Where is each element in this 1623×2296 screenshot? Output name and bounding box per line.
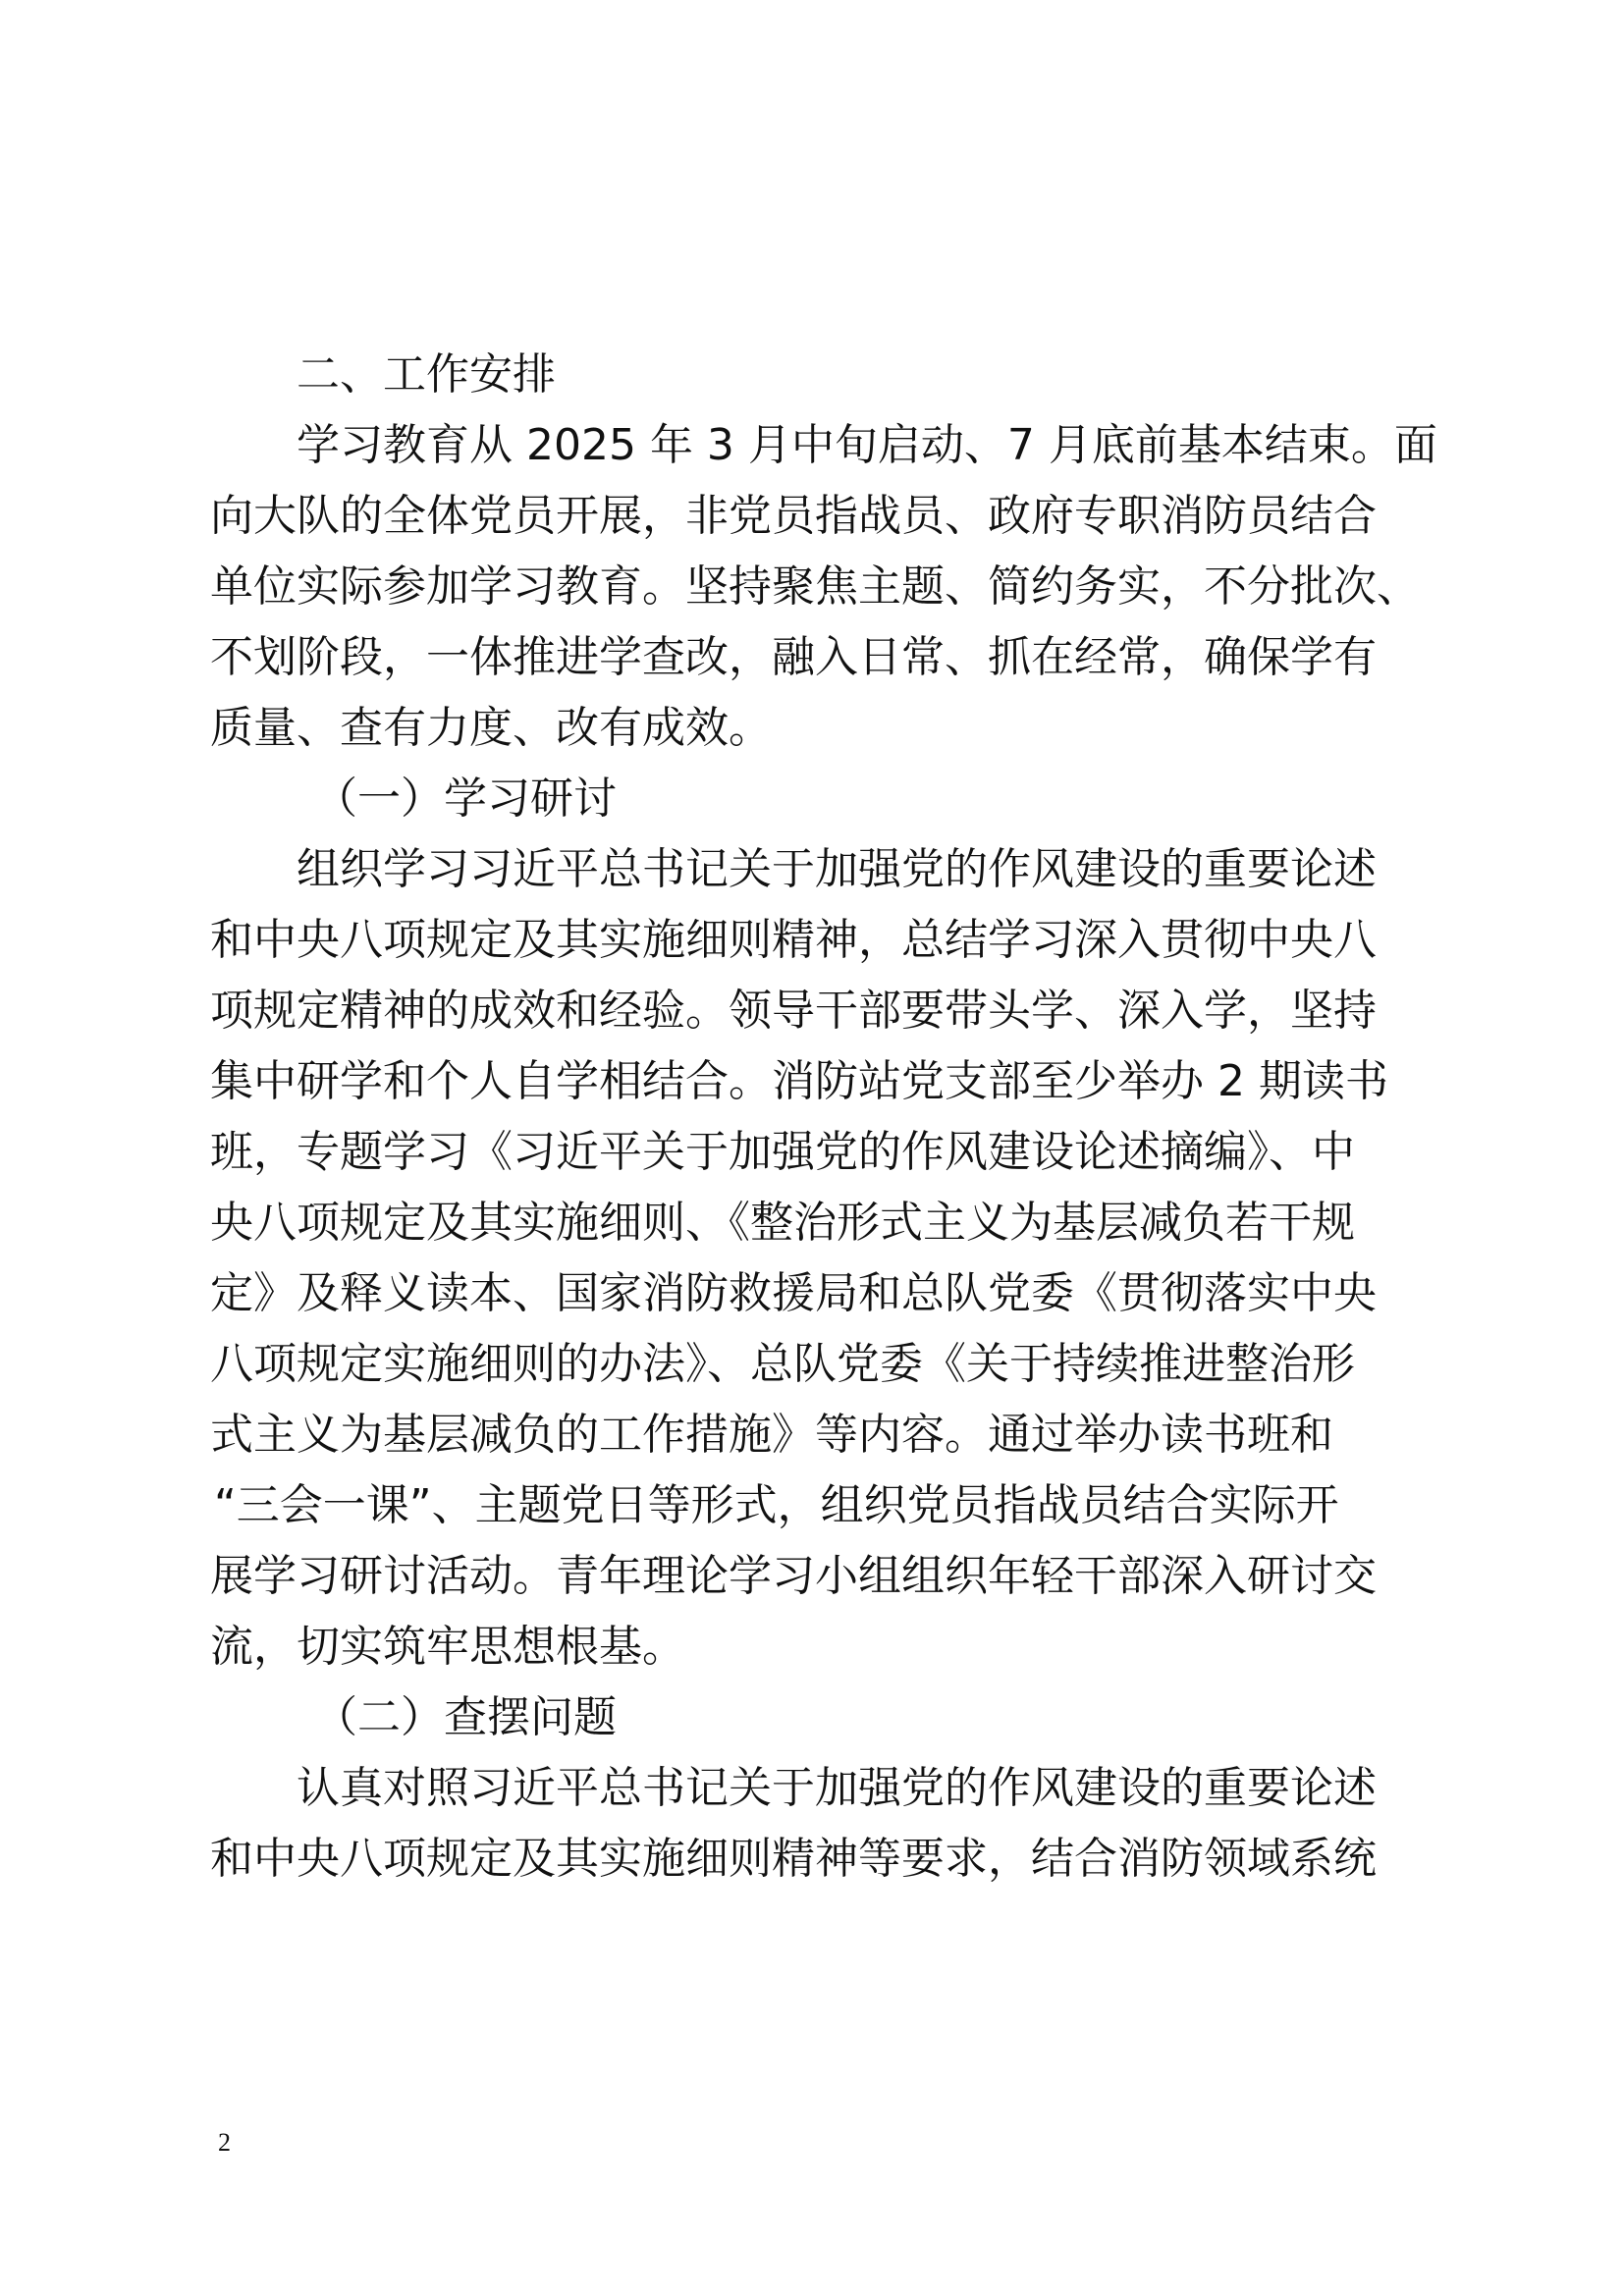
subsection-heading-problems: （二）查摆问题 — [314, 1692, 617, 1742]
paragraph-line: 组织学习习近平总书记关于加强党的作风建设的重要论述 — [297, 844, 1377, 894]
document-body — [210, 340, 1437, 1895]
paragraph-line: 学习教育从 2025 年 3 月中旬启动、7 月底前基本结束。面 — [297, 420, 1437, 470]
paragraph-line: 不划阶段，一体推进学查改，融入日常、抓在经常，确保学有 — [210, 632, 1377, 682]
paragraph-line: 和中央八项规定及其实施细则精神，总结学习深入贯彻中央八 — [210, 915, 1377, 965]
subsection-heading-study: （一）学习研讨 — [314, 774, 617, 824]
paragraph-line: 项规定精神的成效和经验。领导干部要带头学、深入学，坚持 — [210, 986, 1377, 1036]
paragraph-line: 和中央八项规定及其实施细则精神等要求，结合消防领域系统 — [210, 1834, 1377, 1884]
paragraph-problem-finding — [210, 1753, 1424, 1895]
paragraph-line: 向大队的全体党员开展，非党员指战员、政府专职消防员结合 — [210, 491, 1377, 541]
paragraph-line: 八项规定实施细则的办法》、总队党委《关于持续推进整治形 — [210, 1339, 1355, 1389]
paragraph-line: 展学习研讨活动。青年理论学习小组组织年轻干部深入研讨交 — [210, 1551, 1377, 1601]
paragraph-study-discussion — [210, 834, 1424, 1682]
paragraph-line: 班，专题学习《习近平关于加强党的作风建设论述摘编》、中 — [210, 1127, 1355, 1177]
paragraph-line: 央八项规定及其实施细则、《整治形式主义为基层减负若干规 — [210, 1198, 1355, 1248]
section-heading: 二、工作安排 — [297, 349, 556, 400]
paragraph-line: 定》及释义读本、国家消防救援局和总队党委《贯彻落实中央 — [210, 1268, 1377, 1318]
paragraph-line: 集中研学和个人自学相结合。消防站党支部至少举办 2 期读书 — [210, 1056, 1388, 1106]
paragraph-line: 质量、查有力度、改有成效。 — [210, 703, 772, 753]
paragraph-line: “三会一课”、主题党日等形式，组织党员指战员结合实际开 — [214, 1480, 1339, 1530]
paragraph-line: 认真对照习近平总书记关于加强党的作风建设的重要论述 — [297, 1763, 1377, 1813]
paragraph-line: 式主义为基层减负的工作措施》等内容。通过举办读书班和 — [210, 1410, 1333, 1460]
page-number: 2 — [218, 2128, 231, 2157]
paragraph-line: 流，切实筑牢思想根基。 — [210, 1622, 685, 1672]
paragraph-line: 单位实际参加学习教育。坚持聚焦主题、简约务实，不分批次、 — [210, 561, 1420, 612]
paragraph-work-schedule — [210, 410, 1437, 764]
